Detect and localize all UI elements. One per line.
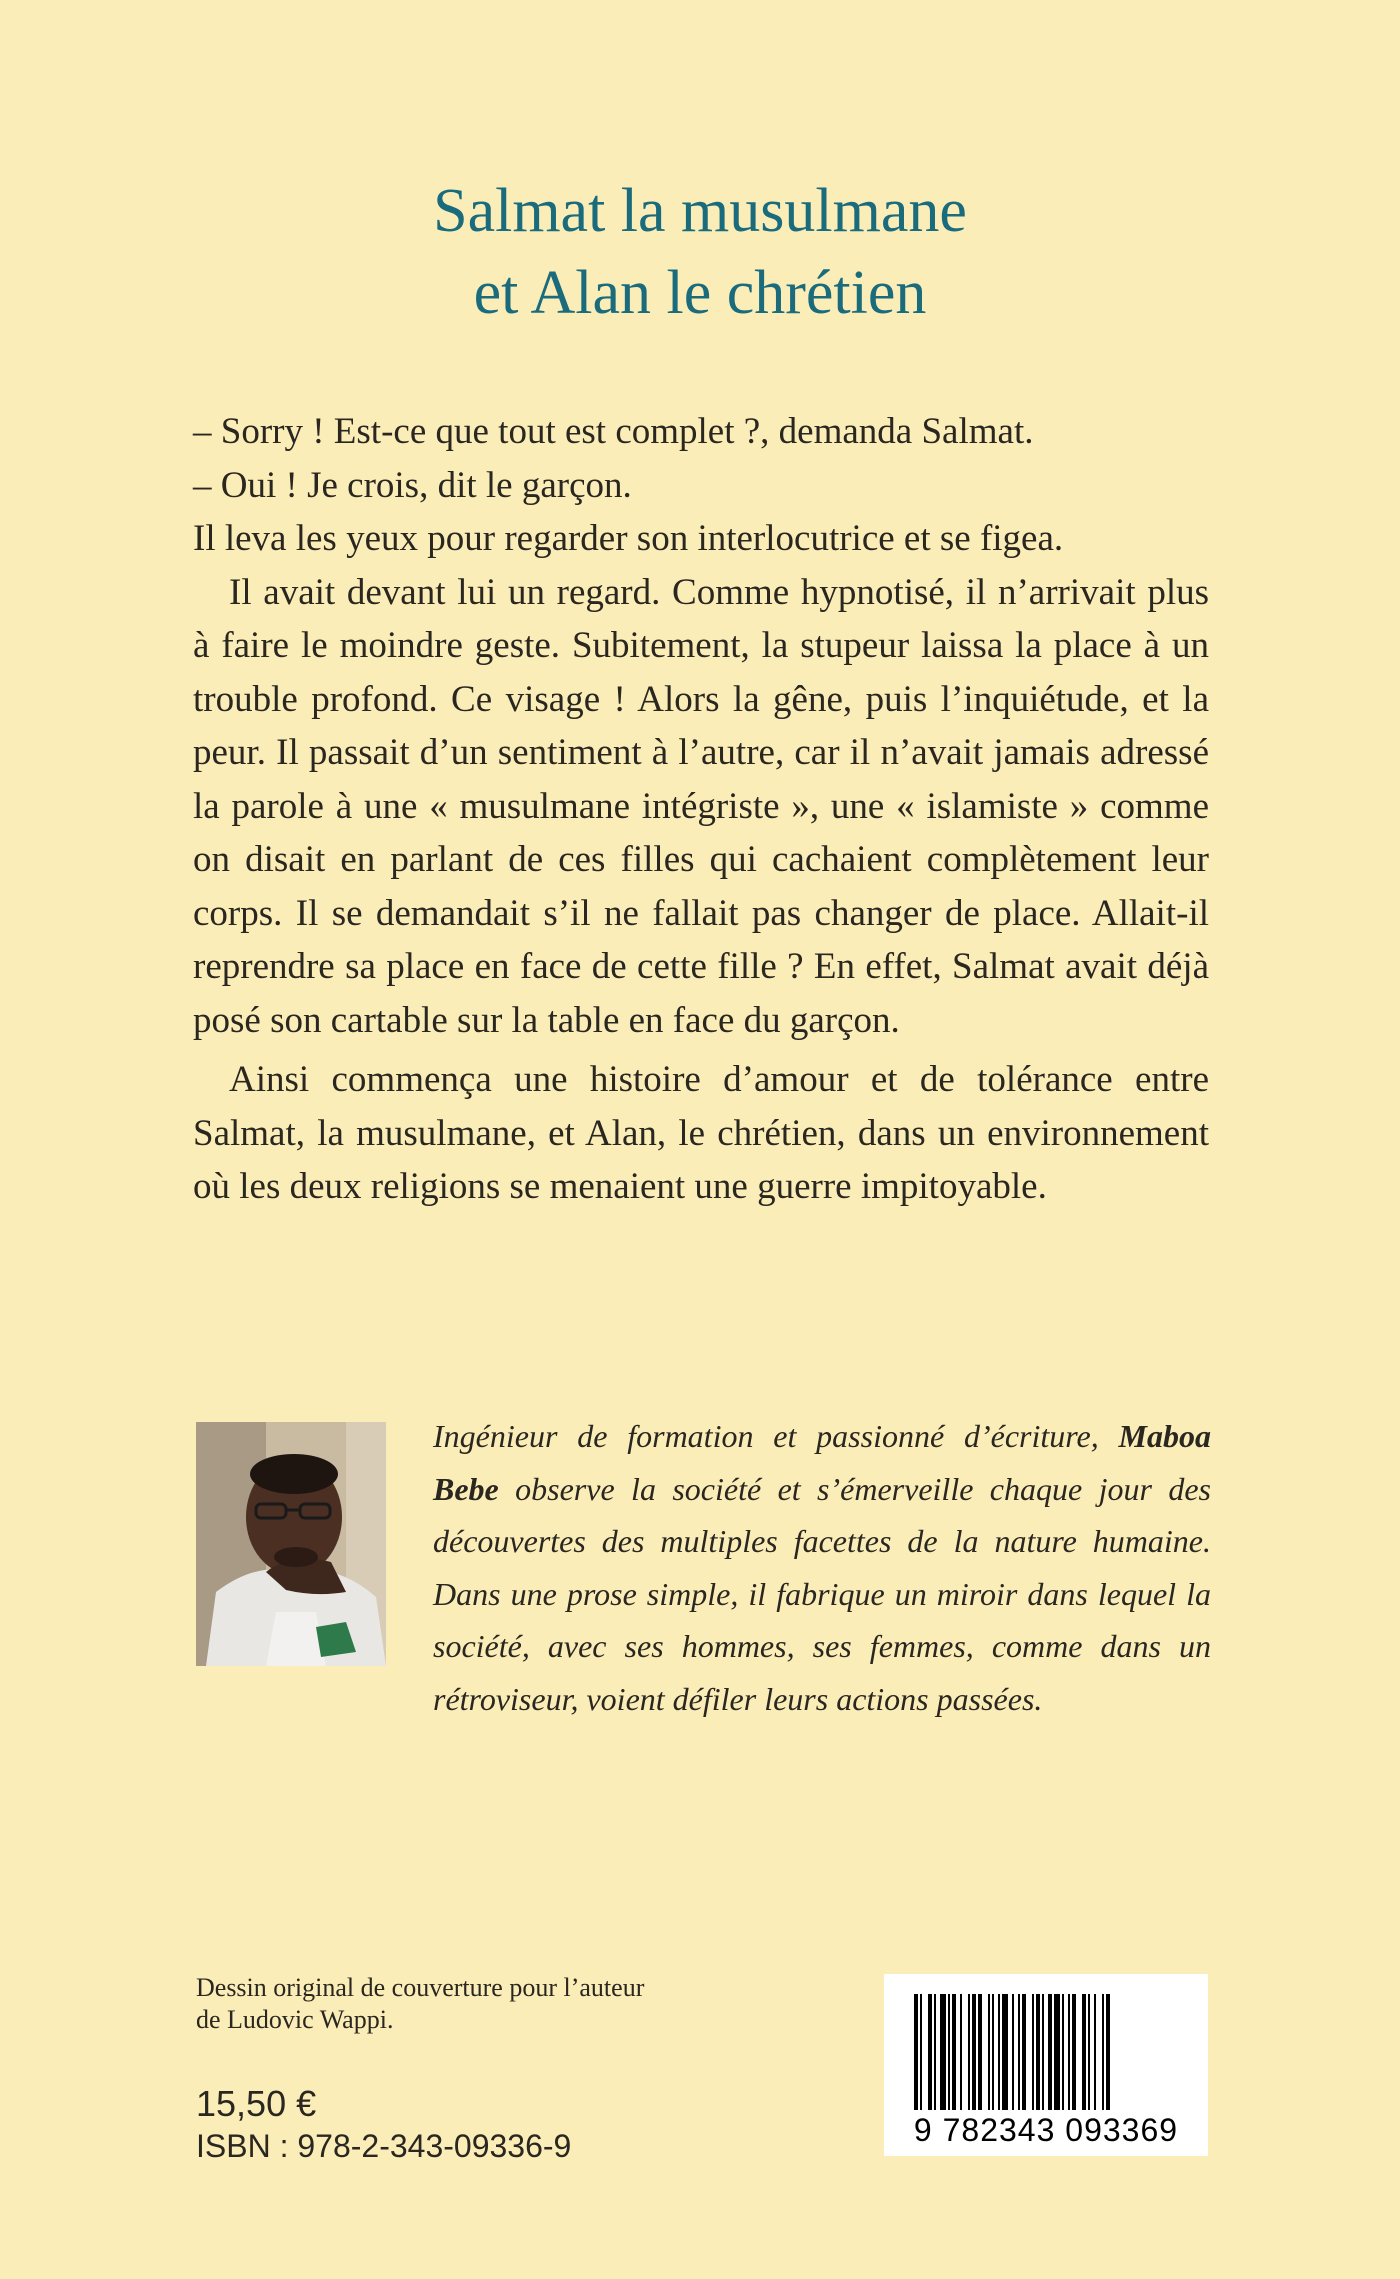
barcode-bar [1036, 1994, 1040, 2110]
barcode-bar [1072, 1994, 1076, 2110]
barcode-bar [988, 1994, 990, 2110]
barcode-bar [1082, 1994, 1086, 2110]
barcode-bar [934, 1994, 936, 2110]
isbn: ISBN : 978-2-343-09336-9 [196, 2128, 572, 2164]
barcode-bar [1012, 1994, 1014, 2110]
author-photo [196, 1422, 386, 1666]
barcode-bar [1102, 1994, 1104, 2110]
book-title [0, 170, 1400, 334]
blurb-paragraph-2: – Oui ! Je crois, dit le garçon. [193, 464, 632, 506]
back-cover-blurb [193, 405, 1209, 1214]
barcode-bar [978, 1994, 982, 2110]
barcode-bar [1106, 1994, 1110, 2110]
cover-credit-line-1: Dessin original de couverture pour l’auteur [196, 1973, 645, 2002]
barcode-bar [1042, 1994, 1044, 2110]
cover-credit [196, 1972, 756, 2036]
barcode-bar [1088, 1994, 1090, 2110]
barcode-bar [968, 1994, 970, 2110]
bio-text-after: observe la société et s’émerveille chaque jour des découvertes des multiples facettes de la nature humaine. Dans une prose simple, il fabrique un miroir dans lequel la société, avec ses hommes, ses femmes, comme dans un rétroviseur, voient défiler leurs actions passées. [433, 1470, 1211, 1717]
barcode-bar [992, 1994, 994, 2110]
barcode-bar [1018, 1994, 1020, 2110]
author-bio [433, 1410, 1211, 1725]
cover-credit-line-2: de Ludovic Wappi. [196, 2005, 394, 2034]
barcode-bar [1068, 1994, 1070, 2110]
bio-text-before: Ingénieur de formation et passionné d’écriture, [433, 1418, 1119, 1454]
barcode-bar [940, 1994, 946, 2110]
barcode-bar [1022, 1994, 1026, 2110]
barcode-bar [1062, 1994, 1064, 2110]
blurb-paragraph-3: Il leva les yeux pour regarder son interlocutrice et se figea. [193, 518, 1064, 559]
barcode [884, 1974, 1208, 2156]
barcode-digits: 9 782343 093369 [913, 2112, 1179, 2148]
barcode-bar [928, 1994, 932, 2110]
barcode-bar [1048, 1994, 1052, 2110]
barcode-bar [1002, 1994, 1008, 2110]
barcode-bar [998, 1994, 1000, 2110]
author-first-name: Maboa [1118, 1418, 1211, 1454]
blurb-paragraph-4: Il avait devant lui un regard. Comme hypnotisé, il n’arrivait plus à faire le moindre geste. Subitement, la stupeur laissa la place à un trouble profond. Ce visage ! Alors la gêne, puis l’inquiétude, et la peur. Il passait d’un sentiment à l’autre, car il n’avait jamais adressé la parole à une « musulmane intégriste », une « islamiste » comme on disait en parlant de ces filles qui cachaient complètement leur corps. Il se demandait s’il ne fallait pas changer de place. Allait-il reprendre sa place en face de cette fille ? En effet, Salmat avait déjà posé son cartable sur la table en face du garçon. [193, 571, 1209, 1041]
blurb-paragraph-1: – Sorry ! Est-ce que tout est complet ?, demanda Salmat. [193, 411, 1034, 452]
blurb-paragraph-5: Ainsi commença une histoire d’amour et de tolérance entre Salmat, la musulmane, et Alan, le chrétien, dans un environnement où les deux religions se menaient une guerre impitoyable. [193, 1059, 1209, 1207]
barcode-bar [1054, 1994, 1060, 2110]
barcode-bar [920, 1994, 922, 2110]
barcode-bar [914, 1994, 918, 2110]
barcode-bar [1094, 1994, 1096, 2110]
author-last-name: Bebe [433, 1470, 499, 1507]
barcode-bar [1032, 1994, 1034, 2110]
barcode-bar [972, 1994, 976, 2110]
barcode-bar [960, 1994, 962, 2110]
book-title-line-2: et Alan le chrétien [473, 258, 927, 327]
book-title-line-1: Salmat la musulmane [433, 176, 967, 245]
barcode-bar [948, 1994, 950, 2110]
price: 15,50 € [196, 2083, 317, 2124]
barcode-bar [952, 1994, 956, 2110]
